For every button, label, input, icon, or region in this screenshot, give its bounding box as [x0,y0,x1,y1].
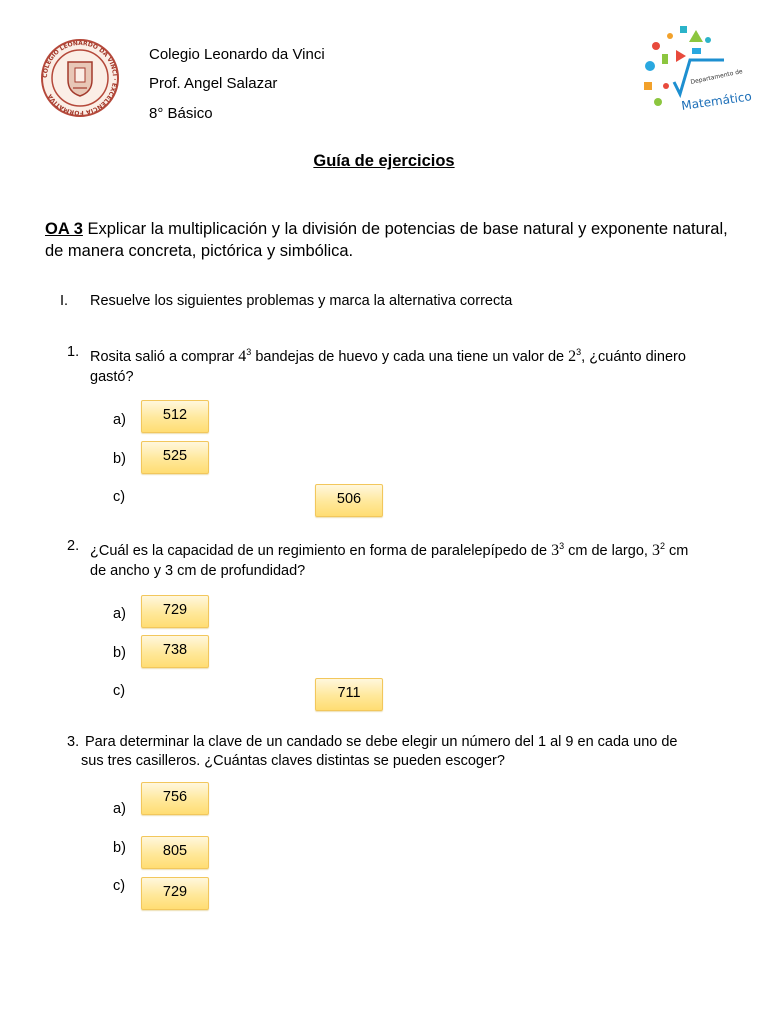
option-letter: c) [113,489,126,505]
question-text: Para determinar la clave de un candado se debe elegir un número del 1 al 9 en cada uno de [85,734,678,750]
answer-option[interactable]: 506 [315,484,383,517]
answer-option[interactable]: 738 [141,635,209,668]
option-letter: b) [113,645,126,661]
dept-logo-text-1: Departamento de [689,68,744,86]
grade-label: 8° Básico [149,105,213,122]
option-letter: c) [113,878,126,894]
answer-option[interactable]: 512 [141,400,209,433]
section-numeral: I. [60,293,69,309]
answer-option[interactable]: 729 [141,595,209,628]
objective-code: OA 3 [45,220,83,238]
question-text: Rosita salió a comprar $4^3$ bandejas de huevo y cada una tiene un valor de $2^3$, ¿cuánto dinero gastó? [90,347,686,385]
dept-logo-text-2: Matemático [680,89,753,113]
answer-option[interactable]: 711 [315,678,383,711]
seal-ring-text: COLEGIO LEONARDO DA VINCI · EXCELENCIA FORMATIVA [41,39,119,117]
school-seal-logo [40,38,120,118]
learning-objective [45,218,735,262]
answer-option[interactable]: 756 [141,782,209,815]
option-letter: b) [113,451,126,467]
objective-text: Explicar la multiplicación y la división de potencias de base natural y exponente natural, de manera concreta, pictórica y simbólica. [45,220,728,260]
answer-option[interactable]: 805 [141,836,209,869]
math-department-logo [636,16,753,120]
option-letter: c) [113,683,126,699]
question-number: 2. [67,538,80,554]
section-instruction: Resuelve los siguientes problemas y marca la alternativa correcta [90,293,513,309]
option-letter: b) [113,840,126,856]
page-title: Guía de ejercicios [313,152,455,170]
question-text: ¿Cuál es la capacidad de un regimiento en forma de paralelepípedo de $3^3$ cm de largo, $3^2$ cm de ancho y 3 cm de profundidad? [90,541,689,579]
teacher-name: Prof. Angel Salazar [149,75,278,92]
option-letter: a) [113,412,126,428]
option-letter: a) [113,801,126,817]
option-letter: a) [113,606,126,622]
answer-option[interactable]: 729 [141,877,209,910]
school-name: Colegio Leonardo da Vinci [149,46,325,63]
answer-option[interactable]: 525 [141,441,209,474]
question-number: 3. [67,734,80,750]
question-text-line-2: sus tres casilleros. ¿Cuántas claves distintas se pueden escoger? [81,753,505,769]
question-number: 1. [67,344,80,360]
